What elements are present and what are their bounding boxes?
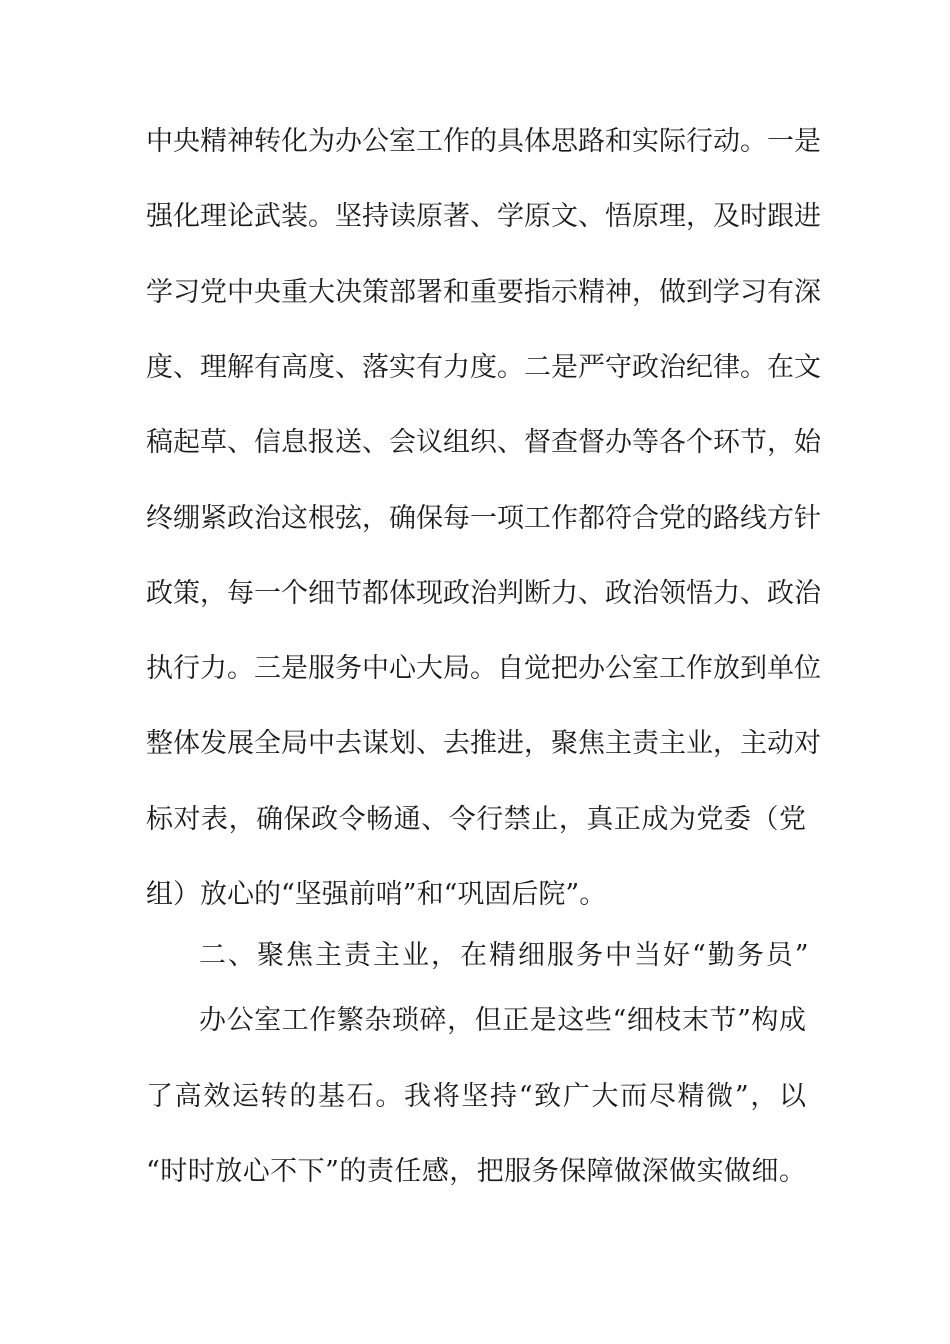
paragraph-1-line-4: 度、理解有高度、落实有力度。二是严守政治纪律。在文 bbox=[146, 352, 821, 383]
paragraph-2-line-1: 办公室工作繁杂琐碎，但正是这些“细枝末节”构成 bbox=[199, 1005, 806, 1036]
section-heading: 二、聚焦主责主业，在精细服务中当好“勤务员” bbox=[199, 940, 811, 971]
paragraph-1-line-2: 强化理论武装。坚持读原著、学原文、悟原理，及时跟进 bbox=[146, 201, 821, 232]
paragraph-2-line-2: 了高效运转的基石。我将坚持“致广大而尽精微”，以 bbox=[146, 1081, 806, 1112]
paragraph-1-line-5: 稿起草、信息报送、会议组织、督查督办等各个环节，始 bbox=[146, 427, 821, 458]
paragraph-1-line-7: 政策，每一个细节都体现政治判断力、政治领悟力、政治 bbox=[146, 578, 821, 609]
paragraph-1-line-10: 标对表，确保政令畅通、令行禁止，真正成为党委（党 bbox=[146, 804, 806, 835]
paragraph-1-line-6: 终绷紧政治这根弦，确保每一项工作都符合党的路线方针 bbox=[146, 503, 821, 534]
paragraph-2-line-3: “时时放心不下”的责任感，把服务保障做深做实做细。 bbox=[146, 1156, 806, 1187]
paragraph-1-line-11: 组）放心的“坚强前哨”和“巩固后院”。 bbox=[146, 879, 607, 910]
paragraph-1-line-9: 整体发展全局中去谋划、去推进，聚焦主责主业，主动对 bbox=[146, 728, 821, 759]
paragraph-1-line-1: 中央精神转化为办公室工作的具体思路和实际行动。一是 bbox=[146, 126, 821, 157]
paragraph-1-line-8: 执行力。三是服务中心大局。自觉把办公室工作放到单位 bbox=[146, 653, 821, 684]
paragraph-1-line-3: 学习党中央重大决策部署和重要指示精神，做到学习有深 bbox=[146, 277, 821, 308]
